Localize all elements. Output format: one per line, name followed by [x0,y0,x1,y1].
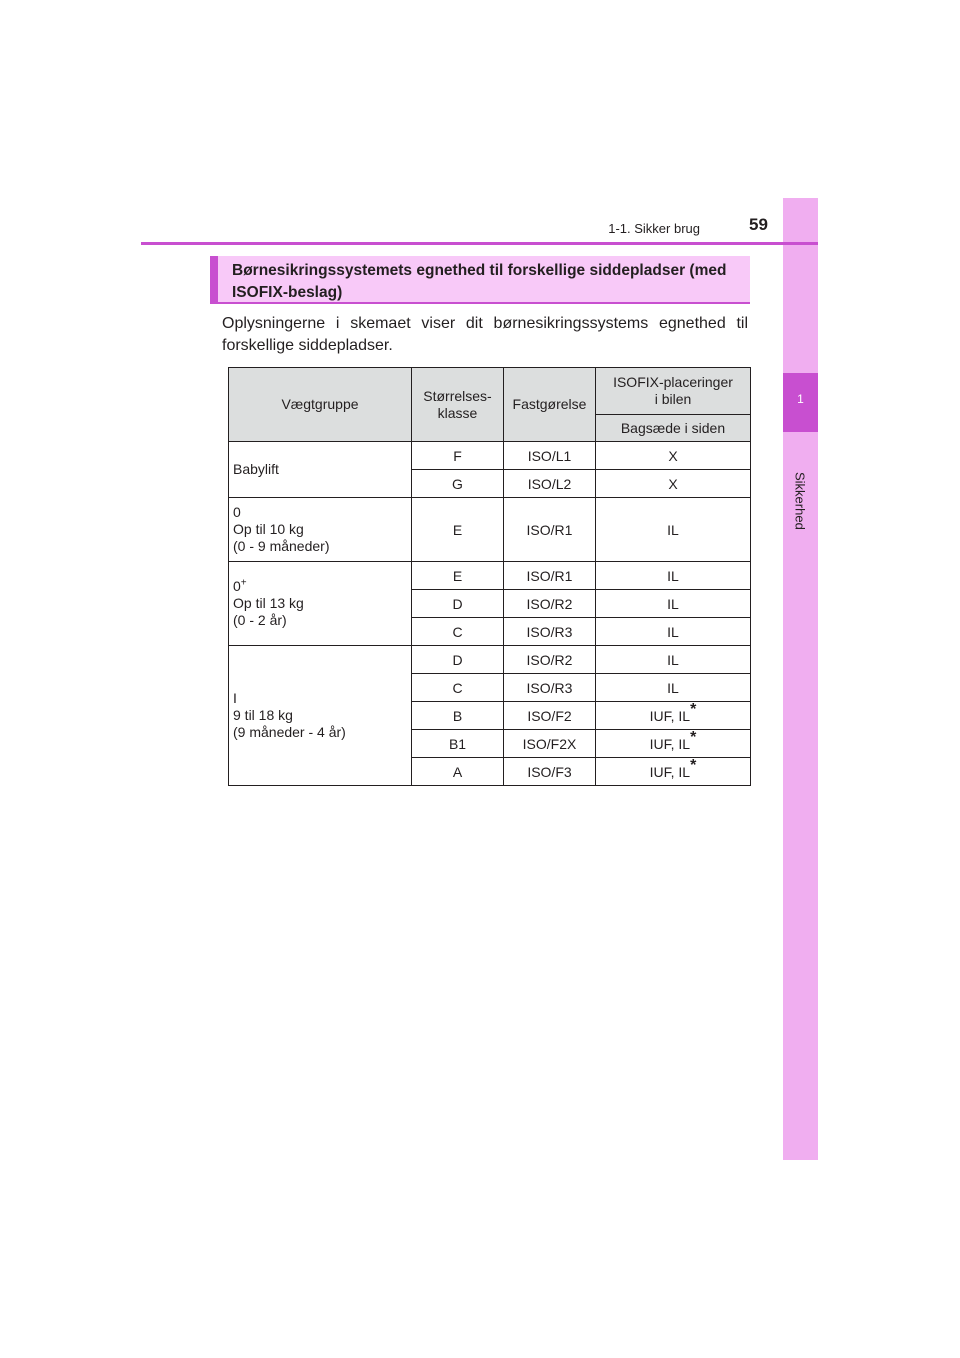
weight-group-details: 9 til 18 kg (9 måneder - 4 år) [233,707,346,740]
section-heading: Børnesikringssystemets egnethed til forskellige siddepladser (med ISOFIX-beslag) [232,262,727,301]
suitability-value: IUF, IL [649,735,691,752]
header-isofix-positions: ISOFIX-placeringer i bilen [596,368,751,415]
size-class-cell: B [412,702,504,730]
suitability-cell [596,730,751,758]
suitability-value: IL [667,595,679,612]
header-weight-group: Vægtgruppe [229,368,412,442]
suitability-value: IL [667,679,679,696]
weight-group-sup: + [240,577,247,589]
header-rear-side-seat: Bagsæde i siden [596,415,751,442]
suitability-cell [596,618,751,646]
size-class-cell: B1 [412,730,504,758]
fixture-cell: ISO/R1 [504,498,596,562]
header-size-class: Størrelses- klasse [412,368,504,442]
suitability-value: IL [667,521,679,538]
suitability-value: X [668,447,678,464]
fixture-cell: ISO/R2 [504,646,596,674]
table-row [229,646,751,674]
fixture-cell: ISO/R1 [504,562,596,590]
size-class-cell: D [412,646,504,674]
table-row [229,498,751,562]
suitability-cell [596,758,751,786]
weight-group-cell [229,562,412,646]
footnote-asterisk: * [690,756,697,774]
suitability-cell [596,674,751,702]
size-class-cell: E [412,562,504,590]
footnote-asterisk: * [690,728,697,746]
section-title: 1-1. Sikker brug [608,221,700,236]
size-class-cell: C [412,674,504,702]
page-number: 59 [749,215,768,234]
header-rule [141,242,818,245]
suitability-cell [596,498,751,562]
suitability-value: IL [667,567,679,584]
weight-group-label: I [233,690,237,706]
table-row [229,442,751,470]
header-fixture: Fastgørelse [504,368,596,442]
suitability-cell [596,646,751,674]
size-class-cell: D [412,590,504,618]
fixture-cell: ISO/F2X [504,730,596,758]
table-row [229,562,751,590]
weight-group-label: 0 [233,504,241,520]
size-class-cell: C [412,618,504,646]
fixture-cell: ISO/R2 [504,590,596,618]
table-body [229,442,751,786]
weight-group-cell [229,646,412,786]
suitability-value: IL [667,623,679,640]
suitability-cell [596,562,751,590]
weight-group-cell [229,498,412,562]
fixture-cell: ISO/R3 [504,618,596,646]
size-class-cell: F [412,442,504,470]
chapter-side-tab [783,198,818,1160]
weight-group-label: Babylift [233,461,279,477]
weight-group-label: 0 [233,578,241,594]
suitability-cell [596,590,751,618]
footnote-asterisk: * [690,700,697,718]
chapter-number: 1 [797,392,804,406]
fixture-cell: ISO/F3 [504,758,596,786]
fixture-cell: ISO/L2 [504,470,596,498]
suitability-value: X [668,475,678,492]
isofix-table [228,367,751,786]
size-class-cell: G [412,470,504,498]
section-heading-box [210,256,750,304]
size-class-cell: A [412,758,504,786]
suitability-cell [596,702,751,730]
suitability-value: IL [667,651,679,668]
chapter-label: Sikkerhed [792,472,808,530]
weight-group-details: Op til 13 kg (0 - 2 år) [233,595,304,628]
weight-group-cell [229,442,412,498]
suitability-value: IUF, IL [649,763,691,780]
suitability-cell [596,470,751,498]
fixture-cell: ISO/R3 [504,674,596,702]
fixture-cell: ISO/F2 [504,702,596,730]
fixture-cell: ISO/L1 [504,442,596,470]
size-class-cell: E [412,498,504,562]
weight-group-details: Op til 10 kg (0 - 9 måneder) [233,521,330,554]
intro-paragraph: Oplysningerne i skemaet viser dit børnesikringssystems egnethed til forskellige siddepladser. [222,315,748,354]
suitability-cell [596,442,751,470]
suitability-value: IUF, IL [649,707,691,724]
